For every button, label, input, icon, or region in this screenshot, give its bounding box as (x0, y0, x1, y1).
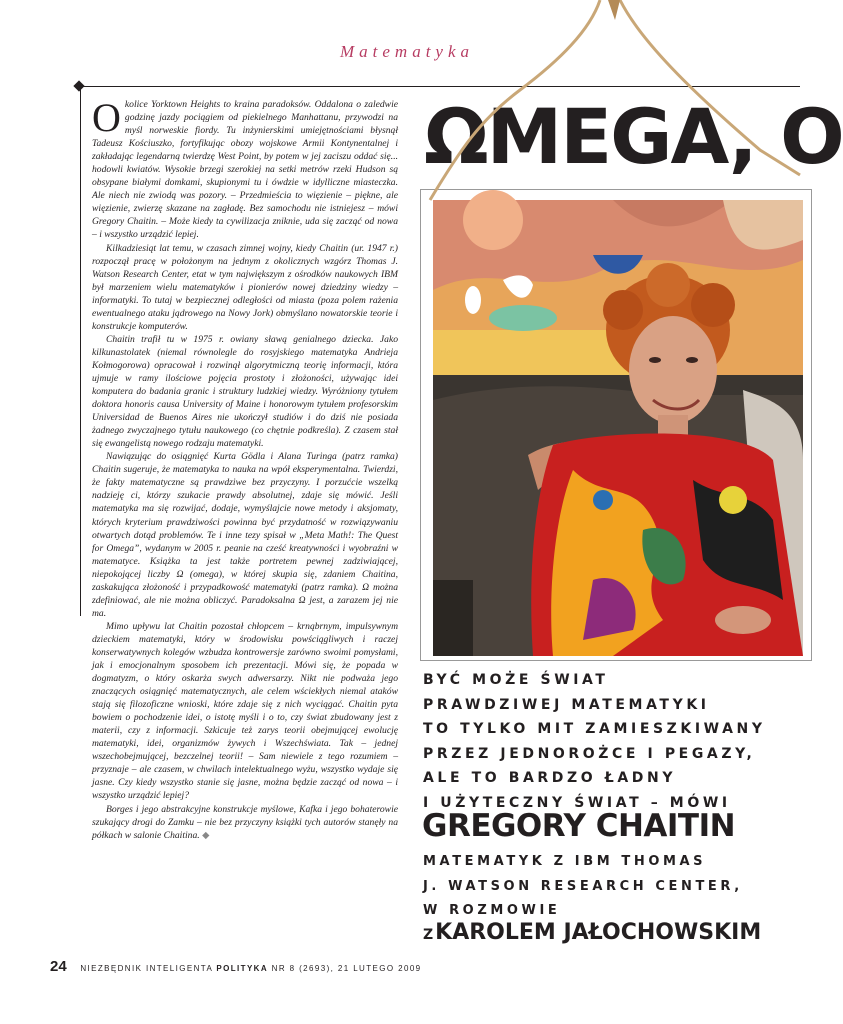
end-diamond-icon: ◆ (202, 829, 210, 841)
footer-issue: NR 8 (2693), 21 LUTEGO 2009 (271, 964, 422, 973)
footer-label: NIEZBĘDNIK INTELIGENTA (80, 964, 213, 973)
pull-quote (423, 668, 766, 815)
role-line: J. WATSON RESEARCH CENTER, (423, 878, 743, 894)
section-label: Matematyka (340, 42, 475, 61)
article-paragraph: Kilkadziesiąt lat temu, w czasach zimnej wojny, kiedy Chaitin (ur. 1947 r.) rozpoczął pracę w położonym na jednym z okolicznych wzgórz Thomas J. Watson Research Center, etat w tym największym z ośrodków naukowych IBM był marzeniem wielu matematyków i pionierów nowej dziedziny wiedzy – informatyki. To tutaj w bezpiecznej odległości od miasta (poza polem rażenia ewentualnego ataku jądrowego na Nowy Jork) obmyślano nowatorskie teorie i konstrukcje komputerów. (92, 242, 398, 332)
role-line: MATEMATYK Z IBM THOMAS (423, 854, 707, 869)
headline-omega: ΩMEGA, (424, 92, 756, 181)
interviewee-name: GREGORY CHAITIN (422, 808, 736, 844)
article-body (92, 95, 398, 842)
page-footer (50, 958, 422, 975)
article-paragraph: Chaitin trafił tu w 1975 r. owiany sławą genialnego dziecka. Jako kilkunastolatek (niemal równolegle do rosyjskiego matematyka Andrieja Kołmogorowa) opracował i rozwinął algorytmiczną teorię informacji, która ujmuje w ramy ilościowe pojęcia prostoty i złożoności, używając idei komputera do badania granic i struktury ludzkiej wiedzy. Wyróżniony tytułem doktora honoris causa University of Maine i honorowym tytułem profesorskim Universidad de Buenos Aires nie ukończył studiów i do dziś nie posiada żadnego zwyczajnego tytułu naukowego (co chętnie podkreśla). Z czasem stał się ewangelistą nowego rodzaju matematyki. (92, 333, 398, 450)
interviewee-role (423, 850, 743, 924)
article-paragraph: Borges i jego abstrakcyjne konstrukcje myślowe, Kafka i jego bohaterowie szukający drogi do Zamku – nie bez przyczyny książki tych autorów stanęły na półkach w salonie Chaitina. ◆ (92, 803, 398, 841)
drop-cap: O (92, 95, 121, 140)
portrait-illustration (433, 200, 803, 656)
quote-line: TO TYLKO MIT ZAMIESZKIWANY (423, 721, 766, 737)
quote-line: ALE TO BARDZO ŁADNY (423, 770, 677, 786)
quote-line: I UŻYTECZNY ŚWIAT – MÓWI (423, 794, 731, 811)
article-paragraph: Nawiązując do osiągnięć Kurta Gödla i Alana Turinga (patrz ramka) Chaitin sugeruje, że matematyka to nauka na wpół eksperymentalna. Twierdzi, że fakty matematyczne są prawdziwe bez przyczyny. I porzućcie wszelką nadzieję ci, którzy szukacie prawdy absolutnej, zdaje się mówić. Jeśli matematyka ma się rozwijać, dodaje, wymyślajcie nowe metody i aksjomaty, których kryterium prawdziwości powinna być przydatność w rozwiązywaniu otwartych dotąd problemów. Te i inne tezy spisał w „Meta Math!: The Quest for Omega”, wydanym w 2005 r. peanie na cześć kreatywności i wyobraźni w matematyce. Książka ta jest także portretem pewnej zadziwiającej, niepokojącej liczby Ω (omega), w której skupia się, zdaniem Chaitina, zaskakująca złożoność i przypadkowość matematyki (patrz ramka). Ω można zdefiniować, ale nie można obliczyć. Paradoksalna Ω jest, a zarazem jej nie ma. (92, 451, 398, 619)
portrait-photo (433, 200, 803, 656)
quote-line: BYĆ MOŻE ŚWIAT (423, 672, 609, 688)
interviewer-prefix: Z (423, 927, 436, 943)
quote-line: PRAWDZIWEJ MATEMATYKI (423, 696, 710, 713)
interviewer-credit (423, 920, 761, 945)
headline-clipped: O (780, 92, 843, 181)
footer-brand: POLITYKA (216, 964, 269, 973)
page-number: 24 (50, 958, 67, 975)
role-line: W ROZMOWIE (423, 903, 561, 918)
interviewer-name: KAROLEM JAŁOCHOWSKIM (435, 920, 762, 945)
quote-line: PRZEZ JEDNOROŻCE I PEGAZY, (423, 745, 756, 762)
article-paragraph: Okolice Yorktown Heights to kraina paradoksów. Oddalona o zaledwie godzinę jazdy pociągiem od piekielnego Manhattanu, przywodzi na myśl norweskie fiordy. Tu inżynierskimi umiejętnościami błysnął Tadeusz Kościuszko, fortyfikując obozy wojskowe Armii Kontynentalnej i zakładając legendarną twierdzę West Point, by potem w jej zaciszu oddać się... hodowli kwiatów. Wysokie brzegi szerokiej na setki metrów rzeki Hudson są obsypane białymi domkami, skupionymi tu i ówdzie w idylliczne miasteczka. Ale niech nie zwiodą was pozory. – Przedmieścia to więzienie – piękne, ale więzienie, zwierzę skazane na zagładę. Bez samochodu nie istniejesz – mówi Gregory Chaitin. – Może kiedy ta cywilizacja zniknie, uda się zacząć od nowa – i wszystko urządzić lepiej. (92, 95, 398, 241)
article-paragraph: Mimo upływu lat Chaitin pozostał chłopcem – krnąbrnym, impulsywnym dzieckiem matematyki, który w środowisku powściągliwych i raczej konserwatywnych kolegów wzbudza kontrowersje zarówno swoimi pomysłami, jak i emocjonalnym sposobem ich prezentacji. Mówi się, że popada w dogmatyzm, o który oskarża swych adwersarzy. Nikt nie podważa jego znaczących osiągnięć matematycznych, ale celem wściekłych niemal ataków stają się filozoficzne wnioski, które zdaje się z nich wyciągać. Chaitin pyta bowiem o pochodzenie idei, o istotę myśli i o to, czy świat zbudowany jest z materii, czy z informacji. Szkicuje też zarys teorii obejmującej ewolucję matematyki, idei, organizmów żywych i Wszechświata. Tak – jednej wszechobejmującej, bezczelnej teorii! – Sam niewiele z tego rozumiem – przyznaje – ale czasem, w chwilach intelektualnego wyżu, wszystko wydaje się jasne. Czy kiedy wszystko stanie się jasne, można będzie zacząć od nowa – i wszystko urządzić lepiej? (92, 620, 398, 802)
